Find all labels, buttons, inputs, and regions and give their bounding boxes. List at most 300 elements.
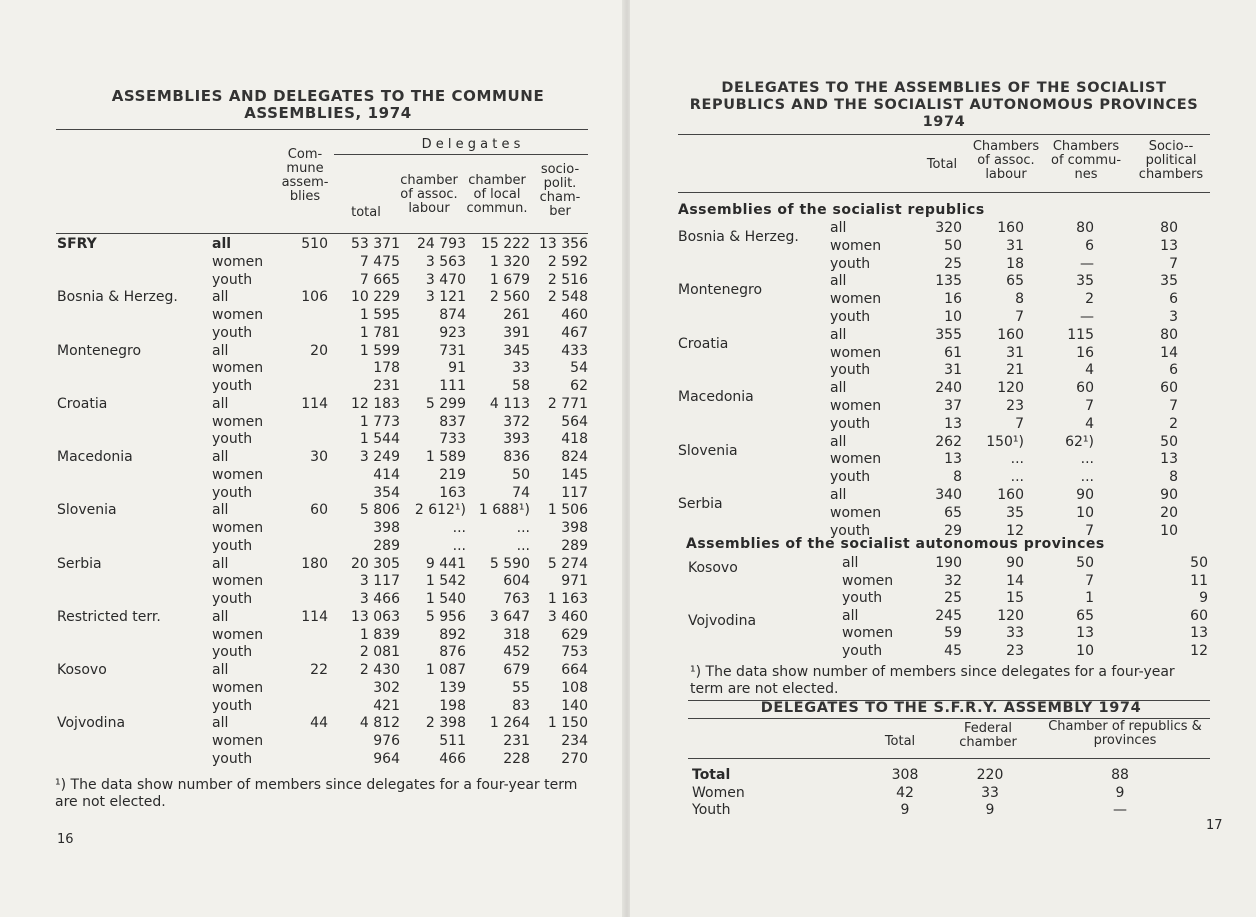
- row-category: all: [212, 289, 229, 306]
- row-assoc-labour: 3 563: [425, 253, 466, 270]
- row-assoc-labour: 33: [1006, 625, 1024, 642]
- row-local-commun: ...: [516, 520, 530, 536]
- row-category: youth: [830, 469, 871, 486]
- row-assoc-labour: 35: [1006, 504, 1024, 521]
- row-assoc-labour: 15: [1006, 590, 1024, 607]
- row-total: 32: [944, 572, 962, 589]
- row-assoc-labour: 923: [439, 324, 466, 341]
- header-chamber-local: chamber of local commun.: [466, 173, 528, 216]
- row-assoc-labour: 2 398: [425, 715, 466, 732]
- row-socio-polit: 460: [561, 307, 588, 323]
- row-category: youth: [830, 415, 871, 432]
- row-local-commun: 83: [512, 697, 530, 714]
- row-republics: 88: [1111, 767, 1129, 783]
- row-local-commun: 50: [512, 466, 530, 483]
- row-region: Macedonia: [57, 449, 133, 465]
- row-local-commun: 1 264: [489, 715, 530, 732]
- row-category: all: [830, 326, 847, 343]
- row-federal: 220: [976, 767, 1004, 783]
- row-socio-political: 20: [1160, 504, 1178, 521]
- row-total: 354: [373, 484, 400, 501]
- row-socio-polit: 664: [561, 662, 588, 678]
- row-socio-polit: 1 150: [547, 715, 588, 732]
- row-label: Total: [692, 767, 731, 783]
- row-category: women: [830, 291, 882, 308]
- row-assoc-labour: 511: [439, 733, 466, 749]
- row-assoc-labour: 466: [439, 750, 466, 767]
- row-region: Bosnia & Herzeg.: [678, 229, 799, 245]
- row-local-commun: 372: [503, 413, 530, 430]
- row-region: Croatia: [57, 395, 108, 412]
- row-category: all: [212, 236, 232, 252]
- row-assemblies: 180: [301, 555, 328, 572]
- row-communes: 60: [1076, 380, 1094, 397]
- row-assoc-labour: 163: [439, 484, 466, 501]
- row-region: SFRY: [57, 236, 97, 252]
- row-region: Montenegro: [57, 342, 142, 359]
- row-category: all: [212, 395, 229, 412]
- row-total: 1 781: [359, 324, 400, 341]
- row-communes: 62¹): [1065, 433, 1094, 450]
- row-total: 53 371: [351, 236, 400, 252]
- row-total: 240: [935, 380, 962, 397]
- row-assoc-labour: 876: [439, 644, 466, 661]
- row-category: youth: [212, 537, 253, 554]
- row-local-commun: 228: [503, 750, 530, 767]
- row-assoc-labour: 23: [1006, 398, 1024, 414]
- row-assemblies: 106: [301, 289, 328, 306]
- row-federal: 9: [985, 802, 995, 818]
- row-communes: 16: [1076, 344, 1094, 361]
- row-category: women: [830, 398, 882, 414]
- row-assoc-labour: 111: [439, 378, 466, 394]
- row-total: 421: [373, 697, 400, 714]
- row-socio-polit: 2 548: [547, 289, 588, 306]
- row-category: youth: [830, 255, 871, 272]
- header-delegates: D e l e g a t e s: [421, 137, 521, 152]
- row-local-commun: 33: [512, 360, 530, 377]
- row-socio-polit: 2 771: [547, 395, 588, 412]
- row-region: Vojvodina: [57, 715, 126, 732]
- row-category: women: [212, 253, 264, 270]
- row-category: youth: [830, 362, 871, 379]
- row-socio-polit: 2 516: [547, 271, 588, 288]
- row-local-commun: 318: [503, 626, 530, 643]
- row-assoc-labour: 5 956: [425, 608, 466, 625]
- row-socio-political: 80: [1160, 220, 1178, 236]
- row-local-commun: 58: [512, 378, 530, 394]
- row-total: 3 249: [359, 449, 400, 465]
- row-federal: 33: [981, 784, 999, 801]
- row-socio-polit: 418: [561, 431, 588, 448]
- row-socio-polit: 54: [570, 360, 588, 377]
- row-socio-polit: 629: [561, 626, 588, 643]
- row-category: women: [212, 360, 264, 377]
- row-assoc-labour: 120: [997, 607, 1024, 624]
- row-total: 1 839: [359, 626, 400, 643]
- row-assoc-labour: 12: [1006, 522, 1024, 539]
- row-local-commun: 2 560: [489, 289, 530, 306]
- row-local-commun: 55: [512, 679, 530, 696]
- row-socio-polit: 13 356: [539, 236, 588, 252]
- row-category: all: [830, 487, 847, 503]
- row-socio-polit: 62: [570, 378, 588, 394]
- right-page-number: 17: [1206, 818, 1223, 833]
- row-communes: ...: [1080, 469, 1094, 486]
- row-socio-political: 13: [1190, 625, 1208, 642]
- row-category: all: [830, 380, 847, 397]
- delegates-rule: [334, 154, 588, 155]
- row-assoc-labour: ...: [1010, 451, 1024, 468]
- row-republics: 9: [1115, 784, 1125, 801]
- row-communes: 4: [1085, 362, 1094, 379]
- row-region: Slovenia: [57, 502, 117, 519]
- row-socio-polit: 3 460: [547, 608, 588, 625]
- row-communes: 35: [1076, 273, 1094, 290]
- row-socio-political: 8: [1169, 469, 1178, 486]
- row-category: women: [830, 344, 882, 361]
- row-socio-political: 80: [1160, 326, 1178, 343]
- row-total: 1 599: [359, 342, 400, 359]
- row-assoc-labour: 150¹): [986, 433, 1024, 450]
- row-total: 398: [373, 520, 400, 536]
- row-category: all: [212, 715, 229, 732]
- row-category: youth: [212, 644, 253, 661]
- row-total: 59: [944, 625, 962, 642]
- header-socio-polit: socio-polit. cham-ber: [539, 162, 581, 219]
- header-total: total: [351, 205, 381, 220]
- row-local-commun: 452: [503, 644, 530, 661]
- row-assoc-labour: 3 470: [425, 271, 466, 288]
- row-total: 1 595: [359, 307, 400, 323]
- left-header-rule-bottom: [56, 233, 588, 234]
- row-label: Women: [692, 784, 745, 801]
- row-assoc-labour: 21: [1006, 362, 1024, 379]
- row-communes: 50: [1076, 555, 1094, 571]
- row-communes: 13: [1076, 625, 1094, 642]
- row-local-commun: 1 688¹): [478, 502, 530, 519]
- row-category: youth: [212, 591, 253, 607]
- header-commu-1: Chambers of commu-nes: [1050, 139, 1122, 182]
- row-total: 37: [944, 398, 962, 414]
- row-total: 2 430: [359, 662, 400, 678]
- row-total: 4 812: [359, 715, 400, 732]
- row-assoc-labour: 731: [439, 342, 466, 359]
- row-socio-polit: 1 506: [547, 502, 588, 519]
- row-socio-polit: 467: [561, 324, 588, 341]
- row-category: women: [842, 625, 894, 642]
- row-socio-polit: 2 592: [547, 253, 588, 270]
- row-category: all: [842, 607, 859, 624]
- row-socio-political: 60: [1190, 607, 1208, 624]
- row-category: all: [212, 555, 229, 572]
- row-assoc-labour: ...: [452, 537, 466, 554]
- row-local-commun: 345: [503, 342, 530, 359]
- row-total: 3 466: [359, 591, 400, 607]
- header-federal: Federal chamber: [959, 721, 1017, 750]
- row-assoc-labour: 23: [1006, 643, 1024, 659]
- row-socio-polit: 753: [561, 644, 588, 661]
- row-socio-polit: 5 274: [547, 555, 588, 572]
- row-total: 31: [944, 362, 962, 379]
- row-socio-political: 50: [1190, 555, 1208, 571]
- row-local-commun: 604: [503, 573, 530, 590]
- row-category: all: [212, 449, 229, 465]
- row-total: 65: [944, 504, 962, 521]
- row-socio-political: 3: [1169, 309, 1178, 325]
- row-category: women: [212, 679, 264, 696]
- row-assoc-labour: 7: [1015, 415, 1024, 432]
- row-assoc-labour: 3 121: [425, 289, 466, 306]
- row-category: women: [830, 451, 882, 468]
- row-total: 42: [896, 784, 914, 801]
- row-total: 964: [373, 750, 400, 767]
- row-assoc-labour: 1 540: [425, 591, 466, 607]
- left-page-number: 16: [57, 832, 74, 847]
- row-total: 9: [900, 802, 910, 818]
- row-total: 29: [944, 522, 962, 539]
- row-total: 13: [944, 415, 962, 432]
- row-assoc-labour: 24 793: [417, 236, 466, 252]
- row-total: 289: [373, 537, 400, 554]
- row-category: youth: [212, 324, 253, 341]
- row-total: 13: [944, 451, 962, 468]
- row-total: 10 229: [351, 289, 400, 306]
- row-communes: 80: [1076, 220, 1094, 236]
- row-socio-political: 13: [1160, 451, 1178, 468]
- row-category: women: [212, 520, 264, 536]
- row-communes: 10: [1076, 504, 1094, 521]
- right-header-rule-bottom: [678, 192, 1210, 193]
- row-socio-polit: 971: [561, 573, 588, 590]
- row-region: Serbia: [57, 555, 102, 572]
- row-communes: —: [1080, 255, 1094, 272]
- row-category: women: [842, 572, 894, 589]
- row-local-commun: ...: [516, 537, 530, 554]
- row-category: women: [830, 237, 882, 254]
- row-region: Croatia: [678, 335, 729, 352]
- row-assoc-labour: 160: [997, 487, 1024, 503]
- row-region: Slovenia: [678, 442, 738, 459]
- row-total: 308: [891, 767, 919, 783]
- left-page-title: ASSEMBLIES AND DELEGATES TO THE COMMUNE ASSEMBLIES, 1974: [111, 87, 545, 122]
- row-region: Macedonia: [678, 389, 754, 406]
- row-total: 50: [944, 237, 962, 254]
- row-socio-political: 11: [1190, 572, 1208, 589]
- row-assemblies: 60: [310, 502, 328, 519]
- row-local-commun: 74: [512, 484, 530, 501]
- row-total: 976: [373, 733, 400, 749]
- row-category: all: [212, 608, 229, 625]
- row-assoc-labour: 892: [439, 626, 466, 643]
- row-category: women: [212, 307, 264, 323]
- row-label: Youth: [692, 802, 731, 818]
- header-total-1: Total: [926, 157, 958, 172]
- row-socio-political: 50: [1160, 433, 1178, 450]
- row-communes: 6: [1085, 237, 1094, 254]
- row-total: 135: [935, 273, 962, 290]
- row-socio-polit: 398: [561, 520, 588, 536]
- row-total: 190: [935, 555, 962, 571]
- row-assoc-labour: 219: [439, 466, 466, 483]
- row-assoc-labour: 90: [1006, 555, 1024, 571]
- row-local-commun: 836: [503, 449, 530, 465]
- row-local-commun: 1 679: [489, 271, 530, 288]
- row-region: Bosnia & Herzeg.: [57, 289, 178, 306]
- row-assoc-labour: 733: [439, 431, 466, 448]
- row-socio-political: 35: [1160, 273, 1178, 290]
- row-socio-polit: 270: [561, 750, 588, 767]
- row-assoc-labour: 139: [439, 679, 466, 696]
- row-assoc-labour: 198: [439, 697, 466, 714]
- row-total: 25: [944, 590, 962, 607]
- row-socio-political: 6: [1169, 291, 1178, 308]
- row-republics: —: [1113, 802, 1127, 818]
- row-local-commun: 391: [503, 324, 530, 341]
- row-assoc-labour: 120: [997, 380, 1024, 397]
- row-assemblies: 114: [301, 395, 328, 412]
- row-assoc-labour: 1 589: [425, 449, 466, 465]
- row-assoc-labour: 9 441: [425, 555, 466, 572]
- row-assoc-labour: 160: [997, 220, 1024, 236]
- row-category: all: [830, 220, 847, 236]
- row-total: 20 305: [351, 555, 400, 572]
- row-region: Kosovo: [57, 662, 107, 678]
- row-assoc-labour: 65: [1006, 273, 1024, 290]
- row-local-commun: 679: [503, 662, 530, 678]
- row-total: 7 475: [359, 253, 400, 270]
- row-region: Montenegro: [678, 282, 763, 299]
- row-assoc-labour: 18: [1006, 255, 1024, 272]
- row-category: youth: [212, 750, 253, 767]
- row-local-commun: 261: [503, 307, 530, 323]
- row-communes: 7: [1085, 398, 1094, 414]
- row-category: women: [212, 573, 264, 590]
- section-socialist-republics: Assemblies of the socialist republics: [678, 202, 985, 218]
- row-category: youth: [212, 431, 253, 448]
- row-assoc-labour: 837: [439, 413, 466, 430]
- row-category: all: [842, 555, 859, 571]
- row-total: 10: [944, 309, 962, 325]
- row-socio-polit: 108: [561, 679, 588, 696]
- row-category: all: [212, 662, 229, 678]
- row-socio-polit: 824: [561, 449, 588, 465]
- row-communes: —: [1080, 309, 1094, 325]
- row-category: youth: [830, 309, 871, 325]
- row-assoc-labour: ...: [452, 520, 466, 536]
- header-commune-assemblies: Com-mune assem-blies: [281, 147, 329, 204]
- row-assoc-labour: 14: [1006, 572, 1024, 589]
- row-category: women: [212, 626, 264, 643]
- row-total: 12 183: [351, 395, 400, 412]
- row-total: 1 773: [359, 413, 400, 430]
- row-total: 320: [935, 220, 962, 236]
- row-communes: 115: [1067, 326, 1094, 343]
- sfry-rule-bottom: [688, 758, 1210, 759]
- row-assemblies: 44: [310, 715, 328, 732]
- row-local-commun: 3 647: [489, 608, 530, 625]
- header-chamber-assoc: chamber of assoc. labour: [400, 173, 458, 216]
- row-total: 414: [373, 466, 400, 483]
- sfry-assembly-title: DELEGATES TO THE S.F.R.Y. ASSEMBLY 1974: [760, 700, 1142, 716]
- row-socio-political: 2: [1169, 415, 1178, 432]
- row-local-commun: 15 222: [481, 236, 530, 252]
- row-local-commun: 4 113: [489, 395, 530, 412]
- row-category: youth: [842, 590, 883, 607]
- row-socio-political: 6: [1169, 362, 1178, 379]
- row-category: youth: [842, 643, 883, 659]
- row-socio-political: 14: [1160, 344, 1178, 361]
- row-category: all: [212, 342, 229, 359]
- section-autonomous-provinces: Assemblies of the socialist autonomous provinces: [686, 536, 1105, 552]
- row-local-commun: 1 320: [489, 253, 530, 270]
- row-category: youth: [212, 271, 253, 288]
- row-assoc-labour: 5 299: [425, 395, 466, 412]
- row-assoc-labour: 2 612¹): [414, 502, 466, 519]
- row-assemblies: 20: [310, 342, 328, 359]
- row-total: 13 063: [351, 608, 400, 625]
- left-header-rule-top: [56, 129, 588, 130]
- row-total: 45: [944, 643, 962, 659]
- row-total: 340: [935, 487, 962, 503]
- row-category: women: [212, 413, 264, 430]
- row-assemblies: 30: [310, 449, 328, 465]
- left-page: [0, 0, 625, 917]
- header-total-2: Total: [884, 734, 916, 749]
- row-total: 61: [944, 344, 962, 361]
- row-socio-political: 9: [1199, 590, 1208, 607]
- row-category: women: [830, 504, 882, 521]
- right-header-rule-top: [678, 134, 1210, 135]
- row-communes: 65: [1076, 607, 1094, 624]
- row-assemblies: 510: [301, 236, 328, 252]
- row-category: women: [212, 466, 264, 483]
- row-region: Vojvodina: [688, 612, 757, 629]
- row-assoc-labour: 1 087: [425, 662, 466, 678]
- row-assoc-labour: 31: [1006, 237, 1024, 254]
- row-communes: 4: [1085, 415, 1094, 432]
- row-communes: 90: [1076, 487, 1094, 503]
- row-assemblies: 22: [310, 662, 328, 678]
- left-footnote: ¹) The data show number of members since delegates for a four-year term are not elected.: [55, 777, 578, 810]
- row-local-commun: 5 590: [489, 555, 530, 572]
- row-socio-polit: 145: [561, 466, 588, 483]
- row-total: 262: [935, 433, 962, 450]
- row-socio-polit: 433: [561, 342, 588, 359]
- row-assoc-labour: 160: [997, 326, 1024, 343]
- row-category: all: [212, 502, 229, 519]
- header-socio-1: Socio--political chambers: [1138, 139, 1204, 182]
- row-socio-polit: 564: [561, 413, 588, 430]
- row-assoc-labour: 91: [448, 360, 466, 377]
- row-region: Serbia: [678, 496, 723, 512]
- row-category: all: [830, 273, 847, 290]
- row-category: youth: [830, 522, 871, 539]
- row-total: 3 117: [359, 573, 400, 590]
- row-communes: 2: [1085, 291, 1094, 308]
- row-local-commun: 763: [503, 591, 530, 607]
- row-communes: 1: [1085, 590, 1094, 607]
- row-category: women: [212, 733, 264, 749]
- row-socio-polit: 1 163: [547, 591, 588, 607]
- row-assemblies: 114: [301, 608, 328, 625]
- row-local-commun: 231: [503, 733, 530, 749]
- row-socio-political: 90: [1160, 487, 1178, 503]
- row-socio-polit: 117: [561, 484, 588, 501]
- row-socio-political: 10: [1160, 522, 1178, 539]
- row-communes: ...: [1080, 451, 1094, 468]
- right-page: [630, 0, 1256, 917]
